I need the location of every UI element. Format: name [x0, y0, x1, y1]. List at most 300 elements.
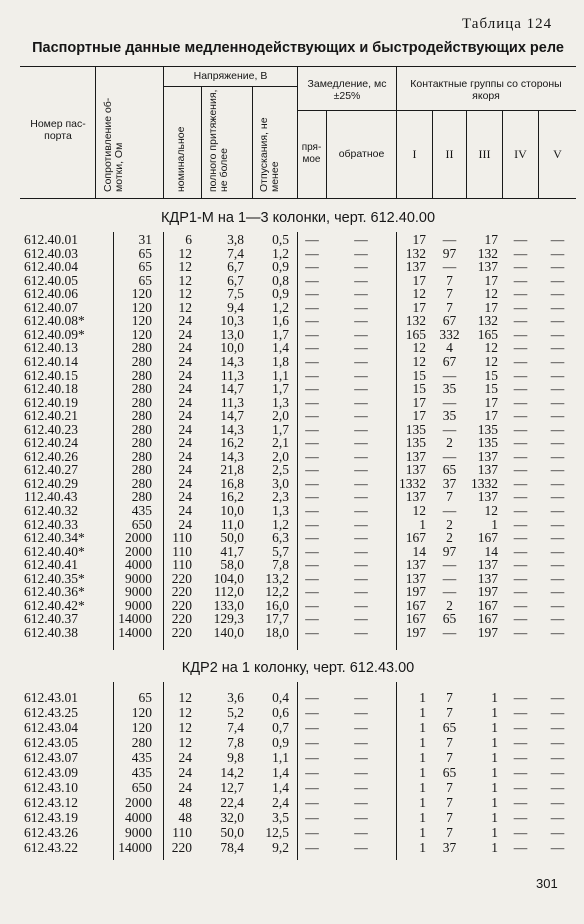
header-divider	[297, 66, 298, 198]
cell-delay-direct: —	[305, 584, 319, 600]
cell-contact-group-1: 1	[419, 780, 426, 795]
header-group-1: I	[412, 147, 417, 161]
cell-contact-group-3: 1332	[471, 475, 498, 491]
cell-delay-direct: —	[305, 780, 319, 795]
cell-voltage-nominal: 24	[178, 489, 192, 505]
cell-contact-group-3: 1	[491, 795, 498, 810]
table-title: Паспортные данные медленнодействующих и быстродействующих реле	[32, 40, 564, 56]
cell-contact-group-3: 1	[491, 810, 498, 825]
cell-contact-group-5: —	[550, 340, 565, 356]
table-row	[0, 705, 584, 720]
cell-contact-group-5: —	[550, 765, 565, 780]
cell-voltage-full-pickup: 7,4	[227, 245, 244, 261]
body-divider	[163, 232, 164, 650]
cell-contact-group-5: —	[550, 503, 565, 518]
cell-contact-group-1: 132	[405, 245, 426, 261]
cell-voltage-release: 2,0	[272, 408, 289, 424]
cell-voltage-full-pickup: 14,3	[220, 421, 244, 437]
cell-voltage-nominal: 220	[171, 597, 192, 613]
cell-resistance: 435	[131, 503, 152, 518]
cell-contact-group-5: —	[550, 720, 565, 735]
cell-contact-group-4: —	[513, 286, 528, 302]
cell-contact-group-5: —	[550, 780, 565, 795]
cell-contact-group-5: —	[550, 353, 565, 369]
cell-voltage-release: 1,3	[272, 394, 289, 410]
cell-contact-group-1: 1	[419, 840, 426, 855]
cell-contact-group-5: —	[550, 462, 565, 478]
cell-voltage-release: 1,2	[272, 516, 289, 532]
cell-contact-group-5: —	[550, 825, 565, 840]
cell-passport-number: 612.40.27	[24, 462, 78, 478]
cell-delay-reverse: —	[354, 597, 368, 613]
cell-voltage-release: 17,7	[265, 611, 289, 627]
cell-contact-group-4: —	[513, 489, 528, 505]
cell-passport-number: 612.40.15	[24, 367, 78, 383]
cell-voltage-full-pickup: 22,4	[220, 795, 244, 810]
cell-delay-reverse: —	[354, 326, 368, 342]
cell-contact-group-3: 132	[477, 245, 498, 261]
cell-contact-group-5: —	[550, 624, 565, 640]
cell-contact-group-1: 12	[412, 286, 426, 302]
cell-voltage-nominal: 220	[171, 840, 192, 855]
cell-resistance: 9000	[125, 570, 152, 586]
cell-voltage-nominal: 24	[178, 448, 192, 464]
cell-contact-group-5: —	[550, 840, 565, 855]
cell-passport-number: 612.40.09*	[24, 326, 85, 342]
cell-delay-reverse: —	[354, 765, 368, 780]
cell-resistance: 280	[131, 448, 152, 464]
cell-delay-reverse: —	[354, 353, 368, 369]
cell-delay-reverse: —	[354, 780, 368, 795]
cell-delay-direct: —	[305, 340, 319, 356]
cell-contact-group-4: —	[513, 780, 528, 795]
cell-contact-group-5: —	[550, 690, 565, 705]
header-delay: Замедление, мс ±25%	[307, 78, 387, 102]
cell-contact-group-2: 7	[446, 735, 453, 750]
cell-passport-number: 612.43.26	[24, 825, 78, 840]
cell-contact-group-2: 7	[446, 810, 453, 825]
cell-voltage-nominal: 48	[178, 795, 192, 810]
cell-voltage-release: 0,4	[272, 690, 289, 705]
table-row	[0, 780, 584, 795]
cell-contact-group-5: —	[550, 435, 565, 451]
cell-contact-group-2: 7	[446, 690, 453, 705]
header-divider	[252, 86, 253, 198]
cell-passport-number: 612.43.07	[24, 750, 78, 765]
cell-passport-number: 612.40.37	[24, 611, 78, 627]
cell-voltage-full-pickup: 7,5	[227, 286, 244, 302]
cell-voltage-nominal: 24	[178, 313, 192, 329]
cell-contact-group-5: —	[550, 448, 565, 464]
cell-resistance: 280	[131, 367, 152, 383]
cell-contact-group-3: 167	[477, 530, 498, 546]
cell-contact-group-2: 65	[442, 462, 457, 478]
cell-delay-reverse: —	[354, 611, 368, 627]
cell-delay-reverse: —	[354, 825, 368, 840]
body-divider	[113, 682, 114, 860]
cell-contact-group-1: 137	[405, 259, 426, 275]
cell-contact-group-4: —	[513, 557, 528, 573]
header-group-5: V	[553, 147, 562, 161]
cell-passport-number: 612.40.42*	[24, 597, 85, 613]
cell-delay-direct: —	[305, 543, 319, 559]
cell-voltage-full-pickup: 21,8	[220, 462, 244, 478]
cell-voltage-nominal: 12	[178, 735, 192, 750]
cell-contact-group-5: —	[550, 489, 565, 505]
table-row	[0, 840, 584, 855]
cell-delay-reverse: —	[354, 584, 368, 600]
cell-voltage-full-pickup: 14,3	[220, 353, 244, 369]
cell-contact-group-4: —	[513, 584, 528, 600]
cell-contact-group-4: —	[513, 475, 528, 491]
cell-voltage-full-pickup: 3,6	[227, 690, 244, 705]
cell-contact-group-5: —	[550, 795, 565, 810]
cell-passport-number: 612.40.24	[24, 435, 78, 451]
cell-resistance: 4000	[125, 810, 152, 825]
cell-contact-group-3: 1	[491, 840, 498, 855]
cell-passport-number: 612.40.23	[24, 421, 78, 437]
cell-contact-group-1: 167	[405, 611, 426, 627]
cell-passport-number: 612.43.19	[24, 810, 78, 825]
cell-contact-group-4: —	[513, 750, 528, 765]
cell-voltage-release: 1,8	[272, 353, 289, 369]
cell-voltage-release: 2,1	[272, 435, 289, 451]
cell-contact-group-1: 17	[412, 299, 426, 315]
cell-passport-number: 612.40.18	[24, 381, 78, 397]
cell-delay-reverse: —	[354, 394, 368, 410]
body-divider	[163, 682, 164, 860]
cell-voltage-nominal: 220	[171, 570, 192, 586]
cell-voltage-release: 13,2	[265, 570, 289, 586]
cell-delay-direct: —	[305, 597, 319, 613]
table-row	[0, 720, 584, 735]
cell-delay-direct: —	[305, 421, 319, 437]
cell-delay-reverse: —	[354, 489, 368, 505]
cell-passport-number: 612.40.19	[24, 394, 78, 410]
cell-contact-group-2: 7	[446, 750, 453, 765]
cell-voltage-full-pickup: 11,3	[220, 367, 244, 383]
cell-passport-number: 612.40.38	[24, 624, 78, 640]
cell-contact-group-1: 1	[419, 810, 426, 825]
cell-contact-group-4: —	[513, 299, 528, 315]
cell-contact-group-2: —	[442, 259, 457, 275]
cell-passport-number: 612.40.40*	[24, 543, 85, 559]
cell-delay-reverse: —	[354, 543, 368, 559]
cell-voltage-full-pickup: 12,7	[220, 780, 244, 795]
cell-voltage-nominal: 220	[171, 624, 192, 640]
cell-voltage-full-pickup: 50,0	[220, 530, 244, 546]
cell-contact-group-3: 12	[484, 340, 498, 356]
cell-voltage-release: 9,2	[272, 840, 289, 855]
cell-voltage-nominal: 24	[178, 421, 192, 437]
cell-voltage-nominal: 12	[178, 690, 192, 705]
cell-voltage-release: 7,8	[272, 557, 289, 573]
cell-delay-reverse: —	[354, 570, 368, 586]
cell-contact-group-1: 1	[419, 750, 426, 765]
cell-voltage-nominal: 12	[178, 245, 192, 261]
cell-contact-group-3: 1	[491, 705, 498, 720]
cell-contact-group-3: 12	[484, 353, 498, 369]
cell-voltage-nominal: 24	[178, 408, 192, 424]
cell-voltage-release: 1,4	[272, 780, 289, 795]
cell-voltage-release: 1,2	[272, 245, 289, 261]
cell-contact-group-3: 137	[477, 489, 498, 505]
cell-contact-group-5: —	[550, 570, 565, 586]
cell-voltage-nominal: 12	[178, 286, 192, 302]
cell-voltage-full-pickup: 6,7	[227, 272, 244, 288]
cell-contact-group-3: 132	[477, 313, 498, 329]
cell-voltage-full-pickup: 78,4	[220, 840, 244, 855]
cell-voltage-release: 0,6	[272, 705, 289, 720]
cell-voltage-nominal: 24	[178, 394, 192, 410]
cell-voltage-release: 1,1	[272, 367, 289, 383]
cell-resistance: 14000	[118, 624, 152, 640]
cell-contact-group-2: 2	[446, 530, 453, 546]
cell-delay-direct: —	[305, 720, 319, 735]
cell-contact-group-4: —	[513, 543, 528, 559]
cell-contact-group-5: —	[550, 259, 565, 275]
cell-delay-reverse: —	[354, 557, 368, 573]
cell-delay-reverse: —	[354, 313, 368, 329]
cell-voltage-release: 2,4	[272, 795, 289, 810]
cell-contact-group-3: 12	[484, 286, 498, 302]
cell-voltage-full-pickup: 14,2	[220, 765, 244, 780]
cell-passport-number: 612.40.29	[24, 475, 78, 491]
cell-contact-group-1: 132	[405, 313, 426, 329]
cell-contact-group-4: —	[513, 825, 528, 840]
cell-contact-group-2: 7	[446, 795, 453, 810]
cell-contact-group-1: 1	[419, 720, 426, 735]
table-row	[0, 795, 584, 810]
cell-contact-group-5: —	[550, 313, 565, 329]
cell-contact-group-1: 17	[412, 394, 426, 410]
cell-contact-group-4: —	[513, 326, 528, 342]
header-divider	[396, 66, 397, 198]
header-group-2: II	[445, 147, 454, 161]
cell-voltage-full-pickup: 50,0	[220, 825, 244, 840]
cell-contact-group-2: 97	[442, 543, 457, 559]
cell-contact-group-1: 14	[412, 543, 426, 559]
cell-resistance: 435	[131, 765, 152, 780]
cell-voltage-full-pickup: 11,0	[220, 516, 244, 532]
table-row	[0, 825, 584, 840]
cell-delay-direct: —	[305, 570, 319, 586]
cell-passport-number: 612.40.21	[24, 408, 78, 424]
cell-passport-number: 612.40.35*	[24, 570, 85, 586]
cell-resistance: 280	[131, 421, 152, 437]
cell-voltage-nominal: 110	[172, 543, 192, 559]
header-resistance: Сопротивление обмотки, Ом	[102, 97, 125, 192]
cell-contact-group-2: —	[442, 624, 457, 640]
cell-contact-group-2: 37	[442, 840, 457, 855]
cell-contact-group-3: 1	[491, 735, 498, 750]
cell-contact-group-4: —	[513, 624, 528, 640]
header-top-rule	[20, 66, 576, 67]
cell-contact-group-3: 137	[477, 448, 498, 464]
cell-contact-group-4: —	[513, 840, 528, 855]
header-release: Отпускания, не менее	[258, 117, 281, 192]
cell-contact-group-5: —	[550, 557, 565, 573]
cell-contact-group-5: —	[550, 421, 565, 437]
cell-voltage-nominal: 220	[171, 584, 192, 600]
cell-delay-reverse: —	[354, 367, 368, 383]
cell-voltage-release: 1,4	[272, 340, 289, 356]
cell-voltage-release: 0,9	[272, 735, 289, 750]
header-group-3: III	[478, 147, 491, 161]
cell-voltage-full-pickup: 16,8	[220, 475, 244, 491]
cell-contact-group-2: —	[442, 421, 457, 437]
cell-passport-number: 612.40.33	[24, 516, 78, 532]
header-bottom-rule	[20, 198, 576, 199]
cell-resistance: 280	[131, 381, 152, 397]
cell-contact-group-3: 167	[477, 597, 498, 613]
cell-voltage-nominal: 110	[172, 825, 192, 840]
cell-contact-group-2: 35	[442, 381, 457, 397]
cell-contact-group-3: 12	[484, 503, 498, 518]
cell-contact-group-3: 17	[484, 299, 498, 315]
cell-contact-group-5: —	[550, 735, 565, 750]
cell-voltage-release: 1,7	[272, 326, 289, 342]
cell-resistance: 280	[131, 408, 152, 424]
cell-voltage-nominal: 24	[178, 750, 192, 765]
header-divider	[163, 66, 164, 198]
cell-delay-reverse: —	[354, 624, 368, 640]
cell-delay-direct: —	[305, 475, 319, 491]
cell-delay-reverse: —	[354, 840, 368, 855]
cell-contact-group-2: 67	[442, 313, 457, 329]
cell-voltage-full-pickup: 13,0	[220, 326, 244, 342]
cell-voltage-full-pickup: 14,7	[220, 381, 244, 397]
cell-contact-group-2: —	[442, 557, 457, 573]
cell-voltage-nominal: 12	[178, 259, 192, 275]
cell-voltage-full-pickup: 6,7	[227, 259, 244, 275]
cell-contact-group-1: 137	[405, 557, 426, 573]
cell-contact-group-4: —	[513, 690, 528, 705]
contacts-subrule	[396, 110, 576, 111]
cell-contact-group-2: 2	[446, 597, 453, 613]
cell-delay-direct: —	[305, 489, 319, 505]
cell-contact-group-5: —	[550, 286, 565, 302]
cell-passport-number: 612.40.07	[24, 299, 78, 315]
cell-contact-group-5: —	[550, 408, 565, 424]
header-divider	[95, 66, 96, 198]
cell-delay-direct: —	[305, 750, 319, 765]
header-nominal: номинальное	[175, 126, 187, 192]
cell-voltage-full-pickup: 11,3	[220, 394, 244, 410]
cell-voltage-release: 1,6	[272, 313, 289, 329]
cell-delay-direct: —	[305, 448, 319, 464]
cell-contact-group-2: —	[442, 232, 457, 247]
cell-contact-group-1: 1	[419, 735, 426, 750]
cell-passport-number: 112.40.43	[24, 489, 78, 505]
cell-voltage-full-pickup: 7,8	[227, 735, 244, 750]
cell-delay-direct: —	[305, 705, 319, 720]
body-divider	[297, 232, 298, 650]
cell-voltage-nominal: 110	[172, 557, 192, 573]
section-title-kdr1m: КДР1-М на 1—3 колонки, черт. 612.40.00	[160, 210, 436, 226]
table-row	[0, 625, 584, 640]
cell-resistance: 280	[131, 340, 152, 356]
cell-delay-direct: —	[305, 435, 319, 451]
cell-passport-number: 612.40.26	[24, 448, 78, 464]
cell-contact-group-3: 137	[477, 259, 498, 275]
cell-delay-reverse: —	[354, 810, 368, 825]
cell-contact-group-4: —	[513, 720, 528, 735]
cell-voltage-full-pickup: 32,0	[220, 810, 244, 825]
cell-voltage-nominal: 24	[178, 381, 192, 397]
cell-contact-group-3: 1	[491, 825, 498, 840]
cell-resistance: 280	[131, 475, 152, 491]
cell-contact-group-5: —	[550, 326, 565, 342]
cell-voltage-release: 1,1	[272, 750, 289, 765]
cell-voltage-full-pickup: 7,4	[227, 720, 244, 735]
cell-voltage-nominal: 24	[178, 503, 192, 518]
cell-passport-number: 612.43.01	[24, 690, 78, 705]
cell-voltage-full-pickup: 16,2	[220, 489, 244, 505]
cell-contact-group-1: 135	[405, 421, 426, 437]
cell-resistance: 120	[131, 705, 152, 720]
cell-contact-group-3: 1	[491, 780, 498, 795]
cell-contact-group-2: 7	[446, 299, 453, 315]
cell-contact-group-4: —	[513, 435, 528, 451]
delay-subrule	[297, 110, 396, 111]
cell-voltage-release: 1,2	[272, 299, 289, 315]
cell-resistance: 280	[131, 489, 152, 505]
cell-voltage-release: 16,0	[265, 597, 289, 613]
cell-delay-direct: —	[305, 735, 319, 750]
cell-contact-group-1: 197	[405, 624, 426, 640]
cell-contact-group-2: 37	[442, 475, 457, 491]
cell-resistance: 650	[131, 516, 152, 532]
cell-resistance: 120	[131, 313, 152, 329]
cell-resistance: 65	[138, 272, 152, 288]
cell-voltage-full-pickup: 3,8	[227, 232, 244, 247]
cell-voltage-nominal: 48	[178, 810, 192, 825]
cell-contact-group-3: 17	[484, 408, 498, 424]
cell-voltage-full-pickup: 9,4	[227, 299, 244, 315]
cell-resistance: 9000	[125, 597, 152, 613]
cell-voltage-release: 1,7	[272, 381, 289, 397]
cell-contact-group-2: 67	[442, 353, 457, 369]
cell-delay-reverse: —	[354, 503, 368, 518]
cell-contact-group-2: 2	[446, 435, 453, 451]
cell-delay-direct: —	[305, 286, 319, 302]
cell-voltage-nominal: 24	[178, 765, 192, 780]
cell-contact-group-4: —	[513, 530, 528, 546]
cell-contact-group-4: —	[513, 259, 528, 275]
cell-delay-reverse: —	[354, 421, 368, 437]
cell-passport-number: 612.40.06	[24, 286, 78, 302]
cell-contact-group-4: —	[513, 232, 528, 247]
cell-voltage-nominal: 24	[178, 780, 192, 795]
cell-voltage-nominal: 24	[178, 340, 192, 356]
body-divider	[396, 232, 397, 650]
cell-contact-group-1: 1	[419, 705, 426, 720]
cell-contact-group-4: —	[513, 245, 528, 261]
cell-resistance: 120	[131, 326, 152, 342]
cell-contact-group-3: 137	[477, 557, 498, 573]
cell-contact-group-3: 197	[477, 624, 498, 640]
cell-voltage-nominal: 12	[178, 705, 192, 720]
cell-delay-reverse: —	[354, 750, 368, 765]
cell-contact-group-2: 65	[442, 611, 457, 627]
cell-delay-reverse: —	[354, 690, 368, 705]
cell-contact-group-1: 137	[405, 489, 426, 505]
cell-passport-number: 612.40.08*	[24, 313, 85, 329]
cell-voltage-full-pickup: 9,8	[227, 750, 244, 765]
cell-contact-group-5: —	[550, 611, 565, 627]
cell-delay-reverse: —	[354, 530, 368, 546]
